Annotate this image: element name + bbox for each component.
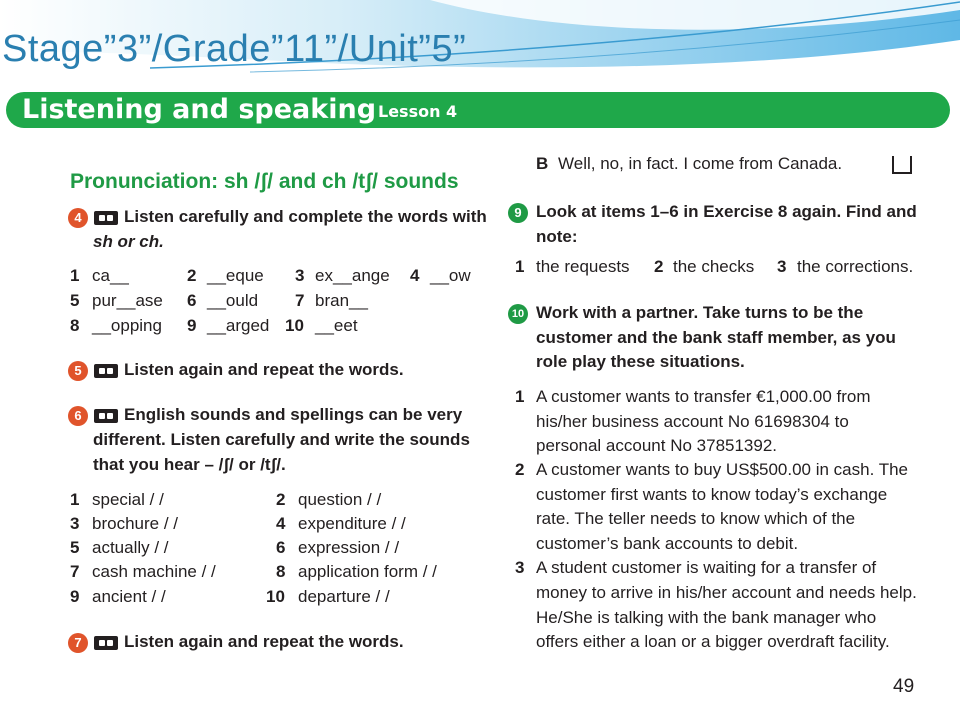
ex4-instruction-line2: sh or ch. bbox=[93, 232, 164, 251]
situation-line: A customer wants to buy US$500.00 in cash. The bbox=[536, 460, 909, 479]
audio-cd-icon bbox=[94, 409, 118, 423]
page-number: 49 bbox=[893, 676, 915, 697]
ex4-item-word: ex__ange bbox=[315, 266, 390, 285]
ex4-item-word: __arged bbox=[207, 316, 270, 335]
situation-line: He/She is talking with the bank manager who bbox=[536, 608, 877, 627]
ex4-item-number: 9 bbox=[187, 316, 197, 335]
audio-cd-icon bbox=[94, 211, 118, 225]
dialogue-text: Well, no, in fact. I come from Canada. bbox=[558, 154, 843, 173]
ex6-item-word: application form / / bbox=[298, 562, 437, 581]
ex6-item-number: 9 bbox=[70, 587, 80, 606]
exercise-5-badge: 5 bbox=[68, 361, 88, 381]
ex4-item-word: ca__ bbox=[92, 266, 129, 285]
ex4-item-number: 5 bbox=[70, 291, 80, 310]
ex4-item-number: 10 bbox=[285, 316, 304, 335]
ex6-instruction-line2: different. Listen carefully and write the sounds bbox=[93, 430, 470, 449]
ex4-item-number: 8 bbox=[70, 316, 80, 335]
ex4-item-number: 3 bbox=[295, 266, 305, 285]
ex4-item-word: bran__ bbox=[315, 291, 368, 310]
situation-line: customer’s bank accounts to debit. bbox=[536, 534, 799, 553]
ex6-instruction-line3: that you hear – /ʃ/ or /tʃ/. bbox=[93, 455, 286, 474]
ex9-instruction-line2: note: bbox=[536, 227, 578, 246]
slide-header bbox=[0, 0, 960, 86]
audio-cd-icon bbox=[94, 364, 118, 378]
ex4-item-number: 6 bbox=[187, 291, 197, 310]
ex6-item-word: expenditure / / bbox=[298, 514, 406, 533]
slide-title: Stage”3”/Grade”11”/Unit”5” bbox=[2, 28, 467, 70]
ex4-item-word: __ould bbox=[207, 291, 259, 310]
ex10-instruction-line1: Work with a partner. Take turns to be the bbox=[536, 303, 864, 322]
dialogue-speaker: B bbox=[536, 154, 549, 173]
ex5-instruction: Listen again and repeat the words. bbox=[124, 360, 404, 379]
situation-line: customer first wants to know today’s exchange bbox=[536, 485, 888, 504]
ex6-item-number: 6 bbox=[276, 538, 286, 557]
ex4-item-number: 4 bbox=[410, 266, 420, 285]
ex6-item-word: question / / bbox=[298, 490, 382, 509]
ex4-item-number: 1 bbox=[70, 266, 80, 285]
exercise-6-badge: 6 bbox=[68, 406, 88, 426]
ex4-item-word: pur__ase bbox=[92, 291, 163, 310]
ex6-instruction-line1: English sounds and spellings can be very bbox=[124, 405, 463, 424]
exercise-4-badge: 4 bbox=[68, 208, 88, 228]
ex6-item-number: 3 bbox=[70, 514, 80, 533]
exercise-10-badge: 10 bbox=[508, 304, 528, 324]
ex4-item-word: __eque bbox=[207, 266, 264, 285]
ex9-item-number: 1 bbox=[515, 257, 525, 276]
ex9-item-number: 2 bbox=[654, 257, 664, 276]
situation-line: personal account No 37851392. bbox=[536, 436, 778, 455]
ex6-item-number: 7 bbox=[70, 562, 80, 581]
situation-line: money to arrive in his/her account and needs help. bbox=[536, 583, 917, 602]
ex9-item-number: 3 bbox=[777, 257, 787, 276]
ex4-item-word: __opping bbox=[92, 316, 162, 335]
ex4-item-number: 2 bbox=[187, 266, 197, 285]
exercise-7-badge: 7 bbox=[68, 633, 88, 653]
ex6-item-word: cash machine / / bbox=[92, 562, 216, 581]
situation-number: 1 bbox=[515, 387, 525, 406]
ex9-item-text: the corrections. bbox=[797, 257, 914, 276]
situation-number: 2 bbox=[515, 460, 525, 479]
situation-line: his/her business account No 61698304 to bbox=[536, 412, 849, 431]
ex6-item-word: departure / / bbox=[298, 587, 390, 606]
answer-checkbox[interactable] bbox=[892, 156, 912, 174]
ex10-instruction-line2: customer and the bank staff member, as you bbox=[536, 328, 896, 347]
exercise-9-badge: 9 bbox=[508, 203, 528, 223]
ex6-item-number: 1 bbox=[70, 490, 80, 509]
ex4-item-number: 7 bbox=[295, 291, 305, 310]
ex9-item-text: the requests bbox=[536, 257, 630, 276]
banner-title: Listening and speaking bbox=[22, 94, 377, 125]
ex6-item-number: 8 bbox=[276, 562, 286, 581]
situation-number: 3 bbox=[515, 558, 525, 577]
ex7-instruction: Listen again and repeat the words. bbox=[124, 632, 404, 651]
ex6-item-number: 2 bbox=[276, 490, 286, 509]
situation-line: offers either a loan or a bigger overdraft facility. bbox=[536, 632, 890, 651]
banner-lesson: Lesson 4 bbox=[378, 102, 458, 121]
ex6-item-word: special / / bbox=[92, 490, 164, 509]
situation-line: rate. The teller needs to know which of the bbox=[536, 509, 856, 528]
ex4-instruction-line1: Listen carefully and complete the words with bbox=[124, 207, 487, 226]
ex6-item-word: ancient / / bbox=[92, 587, 166, 606]
ex6-item-number: 5 bbox=[70, 538, 80, 557]
textbook-page bbox=[0, 128, 960, 720]
ex6-item-number: 4 bbox=[276, 514, 286, 533]
ex4-item-word: __ow bbox=[430, 266, 471, 285]
ex6-item-word: brochure / / bbox=[92, 514, 178, 533]
situation-line: A customer wants to transfer €1,000.00 from bbox=[536, 387, 871, 406]
pronunciation-heading: Pronunciation: sh /ʃ/ and ch /tʃ/ sounds bbox=[70, 170, 459, 193]
ex6-item-number: 10 bbox=[266, 587, 285, 606]
audio-cd-icon bbox=[94, 636, 118, 650]
ex10-instruction-line3: role play these situations. bbox=[536, 352, 745, 371]
ex9-instruction-line1: Look at items 1–6 in Exercise 8 again. Find and bbox=[536, 202, 917, 221]
situation-line: A student customer is waiting for a transfer of bbox=[536, 558, 877, 577]
ex9-item-text: the checks bbox=[673, 257, 755, 276]
ex4-item-word: __eet bbox=[315, 316, 358, 335]
ex6-item-word: expression / / bbox=[298, 538, 400, 557]
ex6-item-word: actually / / bbox=[92, 538, 169, 557]
